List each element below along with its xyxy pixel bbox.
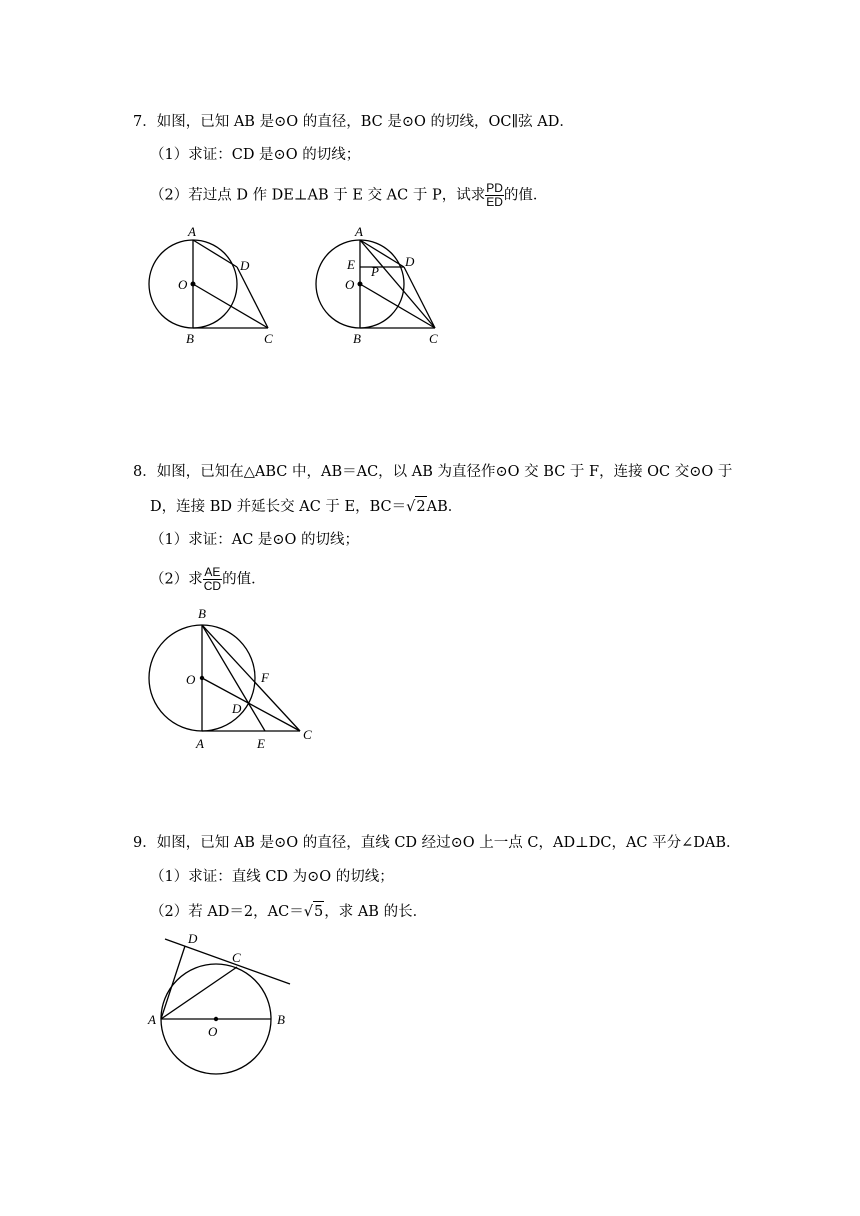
sqrt-symbol: √ [406,499,416,515]
label-o: O [345,277,355,292]
fraction-numerator: PD [486,181,503,195]
problem-7-part2-end: 的值． [503,187,548,204]
label-f: F [261,670,269,685]
label-c: C [232,950,241,965]
problem-8-statement-line2 [150,496,462,517]
problem-7-part2 [150,182,547,209]
sqrt-symbol: √ [303,904,313,920]
problem-8-line2-end: AB． [426,499,463,515]
problem-8-part2 [150,566,266,593]
problem-9-figure [140,928,310,1078]
problem-9-part2-end: ，求 AB 的长． [324,904,428,920]
label-a: A [188,224,196,239]
problem-7-statement: 7．如图，已知 AB 是⊙O 的直径，BC 是⊙O 的切线，OC∥弦 AD． [133,114,574,130]
label-d: D [188,931,198,946]
label-d: D [240,258,250,273]
label-o: O [208,1024,218,1039]
label-c: C [429,331,438,346]
problem-8-figure [140,602,320,752]
problem-7-figure-1 [140,222,290,350]
problem-8-part1: （1）求证：AC 是⊙O 的切线； [150,532,360,548]
label-o: O [178,277,188,292]
sqrt-argument: 2 [415,496,426,517]
label-c: C [264,331,273,346]
label-e: E [347,257,355,272]
fraction-numerator: AE [204,565,221,579]
fraction-denominator: ED [486,195,503,209]
problem-8-part2-text: （2）求 [150,571,203,588]
problem-9-statement: 9．如图，已知 AB 是⊙O 的直径，直线 CD 经过⊙O 上一点 C，AD⊥DC，AC 平分∠DAB． [133,835,741,851]
label-p: P [371,264,379,279]
problem-8-statement-line1: 8．如图，已知在△ABC 中，AB＝AC，以 AB 为直径作⊙O 交 BC 于 F，连接 OC 交⊙O 于 [133,464,733,480]
problem-8-line2-text: D，连接 BD 并延长交 AC 于 E，BC＝ [150,499,407,515]
problem-9-part1: （1）求证：直线 CD 为⊙O 的切线； [150,869,394,885]
label-b: B [353,331,361,346]
problem-7-part2-text: （2）若过点 D 作 DE⊥AB 于 E 交 AC 于 P，试求 [150,187,486,204]
problem-9-part2-text: （2）若 AD＝2，AC＝ [150,904,304,920]
label-a: A [196,736,204,751]
label-a: A [355,224,363,239]
problem-7-part1: （1）求证：CD 是⊙O 的切线； [150,147,361,163]
problem-8-part2-end: 的值． [222,571,266,588]
fraction-ae-cd [203,566,222,593]
label-a: A [148,1012,156,1027]
label-b: B [277,1012,285,1027]
label-c: C [303,727,312,742]
label-e: E [257,736,265,751]
label-d: D [232,701,242,716]
label-o: O [186,672,196,687]
fraction-pd-ed [485,182,504,209]
problem-9-part2 [150,901,427,922]
label-d: D [405,254,415,269]
problem-7-figure-2 [305,222,455,350]
fraction-denominator: CD [203,579,222,593]
sqrt-argument: 5 [313,901,324,922]
label-b: B [198,606,206,621]
label-b: B [186,331,194,346]
